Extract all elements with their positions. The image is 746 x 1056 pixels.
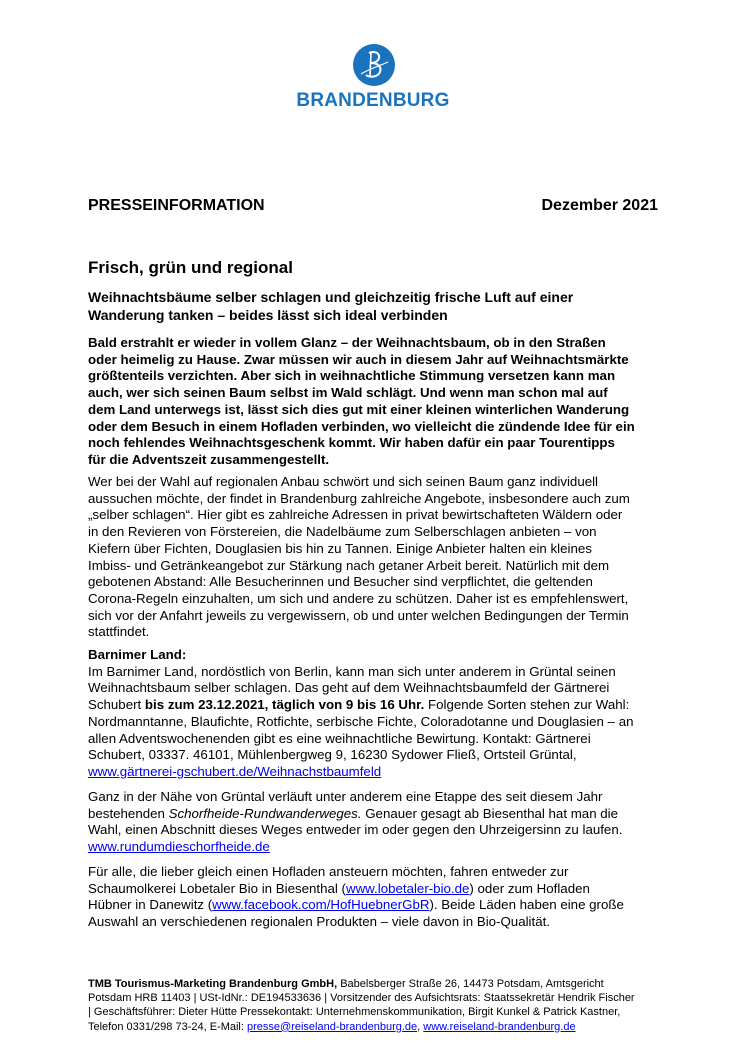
text: ) oder zum Hofladen Hübner in Danewitz ( (88, 880, 590, 913)
text: ). Beide Läden haben eine große Auswahl an verschiedenen regionalen Produkten – viele davon in Bio-Qualität. (88, 897, 624, 930)
footer-company: TMB Tourismus-Marketing Brandenburg GmbH, (88, 978, 338, 990)
link-lobetaler[interactable]: www.lobetaler-bio.de (345, 880, 470, 896)
link-gaertnerei[interactable]: www.gärtnerei-gschubert.de/Weihnachstbaumfeld (88, 763, 382, 779)
paragraph-wanderweg (88, 789, 668, 856)
paragraph-intro: Wer bei der Wahl auf regionalen Anbau schwört und sich seinen Baum ganz individuell aussuchen möchte, der findet in Brandenburg zahlreiche Angebote, insbesondere auch zum „selber schlagen“. Hier gibt es zahlreiche Adressen in privat bewirtschafteten Wäldern oder in den Revieren von Förstereien, die Nadelbäume zum Selberschlagen anbieten – von Kiefern über Fichten, Douglasien bis hin zu Tannen. Einige Anbieter halten ein kleines Imbiss- und Getränkeangebot zur Stärkung nach getaner Arbeit bereit. Natürlich mit dem gebotenen Abstand: Alle Besucherinnen und Besucher sind verpflichtet, die geltenden Corona-Regeln einzuhalten, um sich und andere zu schützen. Daher ist es empfehlenswert, sich vor der Anfahrt jeweils zu vergewissern, ob und unter welchen Bedingungen der Termin stattfindet. (88, 474, 630, 640)
text: Für alle, die lieber gleich einen Hofladen ansteuern möchten, fahren entweder zur Schaumolkerei Lobetaler Bio in Biesenthal ( (88, 864, 569, 896)
section-heading: Barnimer Land: (88, 647, 187, 662)
page-title: Frisch, grün und regional (88, 258, 293, 277)
separator: , (417, 1020, 424, 1033)
press-label: PRESSEINFORMATION (88, 197, 265, 214)
link-facebook[interactable]: www.facebook.com/HofHuebnerGbR (212, 897, 430, 913)
text: Ganz in der Nähe von Grüntal verläuft unter anderem eine Etappe des seit diesem Jahr bestehenden (88, 789, 603, 821)
logo-emblem-icon (353, 44, 395, 86)
press-header (88, 197, 658, 215)
trail-name: Schorfheide-Rundwanderweges. (168, 805, 362, 821)
lead-paragraph: Bald erstrahlt er wieder in vollem Glanz – der Weihnachtsbaum, ob in den Straßen oder heimelig zu Hause. Zwar müssen wir auch in diesem Jahr auf Weihnachtsmärkte größtenteils verzichten. Aber sich in weihnachtliche Stimmung versetzen kann man auch, wer sich seinen Baum selbst im Wald schlägt. Und wenn man schon mal auf dem Land unterwegs ist, lässt sich dies gut mit einer kleinen winterlichen Wanderung oder dem Besuch in einem Hofladen verbinden, wo vielleicht die zündende Idee für ein noch fehlendes Weihnachtsgeschenk kommt. Wir haben dafür ein paar Tourentipps für die Adventszeit zusammengestellt. (88, 335, 635, 467)
link-schorfheide[interactable]: www.rundumdieschorfheide.de (88, 839, 270, 855)
text: Im Barnimer Land, nordöstlich von Berlin, kann man sich unter anderem in Grüntal seinen Weihnachtsbaum selber schlagen. Das geht auf dem Weihnachtsbaumfeld der Gärtnerei Schubert (88, 663, 616, 713)
footer-email-link[interactable]: presse@reiseland-brandenburg.de (247, 1020, 418, 1033)
text: Genauer gesagt ab Biesenthal hat man die Wahl, einen Abschnitt dieses Weges entweder im oder gegen den Uhrzeigersinn zu laufen. (88, 805, 623, 838)
logo-text: BRANDENBURG (296, 90, 450, 111)
footer-text: Babelsberger Straße 26, 14473 Potsdam, Amtsgericht Potsdam HRB 11403 | USt-IdNr.: DE194533636 | Vorsitzender des Aufsichtsrats: Staatssekretär Hendrik Fischer | Geschäftsführer: Dieter Hütte Pressekontakt: Unternehmenskommunikation, Birgit Kunkel & Patrick Kastner, Telefon 0331/298 73-24, E-Mail: (88, 978, 635, 1033)
footer (88, 977, 668, 1034)
paragraph-barnim (88, 647, 668, 781)
footer-website-link[interactable]: www.reiseland-brandenburg.de (423, 1020, 576, 1033)
dates-bold: bis zum 23.12.2021, täglich von 9 bis 16 Uhr. (144, 697, 425, 713)
press-date: Dezember 2021 (541, 197, 658, 214)
subtitle: Weihnachtsbäume selber schlagen und gleichzeitig frische Luft auf einer Wanderung tanken – beides lässt sich ideal verbinden (88, 289, 574, 323)
text: Folgende Sorten stehen zur Wahl: Nordmanntanne, Blaufichte, Rotfichte, serbische Fichte, Coloradotanne und Douglasien – an allen Adventswochenenden gibt es eine weihnachtliche Bewirtung. Kontakt: Gärtnerei Schubert, 03337. 46101, Mühlenbergweg 9, 16230 Sydower Fließ, Ortsteil Grüntal, (88, 697, 634, 763)
paragraph-hofladen (88, 864, 668, 931)
